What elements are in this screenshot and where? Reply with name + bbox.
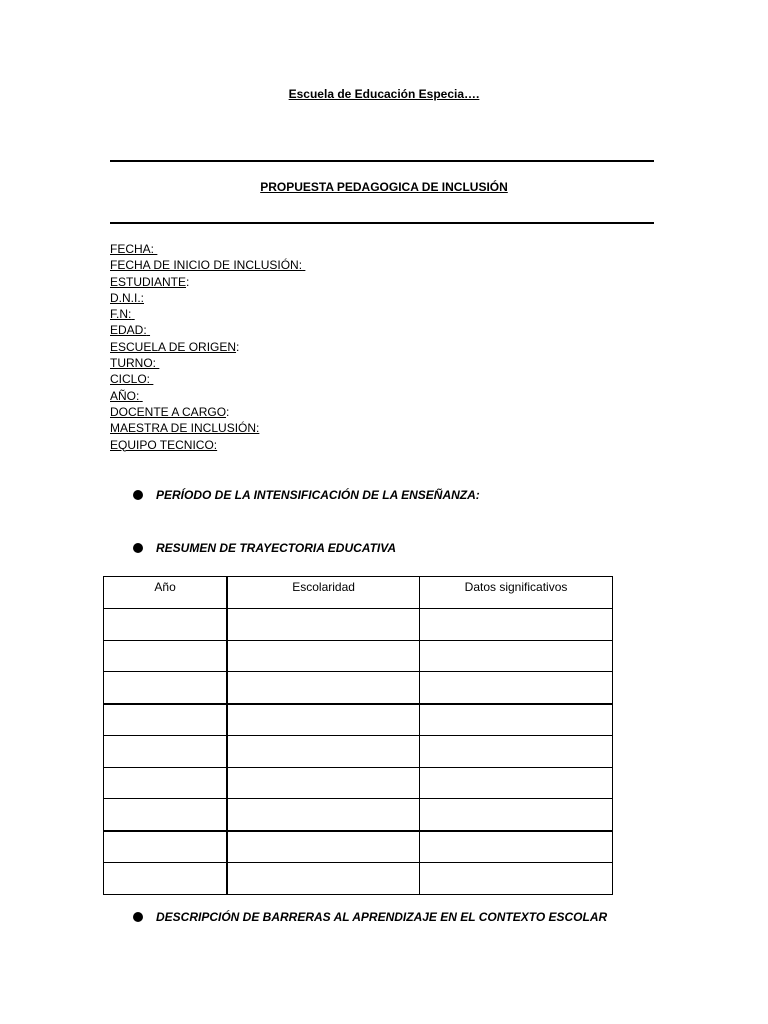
field-label: CICLO: bbox=[110, 372, 151, 387]
table-row bbox=[104, 831, 613, 863]
field-fecha bbox=[110, 241, 305, 257]
table-row bbox=[104, 767, 613, 799]
field-estudiante bbox=[110, 274, 305, 290]
field-fn bbox=[110, 306, 305, 322]
field-suffix bbox=[139, 389, 142, 403]
table-cell[interactable] bbox=[420, 640, 613, 672]
table-row bbox=[104, 736, 613, 768]
section-periodo-intensificacion bbox=[133, 488, 480, 502]
section-resumen-trayectoria bbox=[133, 541, 396, 555]
bullet-icon bbox=[133, 490, 143, 500]
table-cell[interactable] bbox=[227, 672, 419, 704]
table-cell[interactable] bbox=[104, 640, 228, 672]
table-cell[interactable] bbox=[420, 736, 613, 768]
table-row bbox=[104, 863, 613, 895]
table-row bbox=[104, 672, 613, 704]
field-suffix: : bbox=[236, 339, 240, 354]
table-cell[interactable] bbox=[420, 863, 613, 895]
table-cell[interactable] bbox=[420, 672, 613, 704]
table-cell[interactable] bbox=[420, 799, 613, 831]
section-heading: PERÍODO DE LA INTENSIFICACIÓN DE LA ENSEÑANZA: bbox=[156, 488, 480, 502]
field-label: EQUIPO TECNICO: bbox=[110, 437, 218, 452]
table-header-anio: Año bbox=[104, 577, 228, 609]
trajectory-table bbox=[103, 576, 613, 895]
table-row bbox=[104, 799, 613, 831]
section-heading: DESCRIPCIÓN DE BARRERAS AL APRENDIZAJE EN EL CONTEXTO ESCOLAR bbox=[156, 910, 608, 924]
table-cell[interactable] bbox=[227, 863, 419, 895]
table-cell[interactable] bbox=[104, 672, 228, 704]
field-label: DOCENTE A CARGO bbox=[110, 404, 227, 419]
table-cell[interactable] bbox=[104, 704, 228, 736]
student-fields-list bbox=[110, 241, 305, 453]
field-suffix bbox=[156, 356, 159, 370]
table-cell[interactable] bbox=[227, 609, 419, 641]
table-row bbox=[104, 640, 613, 672]
field-suffix bbox=[150, 372, 153, 386]
field-edad bbox=[110, 322, 305, 338]
table-cell[interactable] bbox=[227, 767, 419, 799]
table-cell[interactable] bbox=[227, 799, 419, 831]
table-cell[interactable] bbox=[227, 640, 419, 672]
section-descripcion-barreras bbox=[133, 910, 607, 924]
field-label: TURNO: bbox=[110, 356, 156, 371]
field-label: FECHA DE INICIO DE INCLUSIÓN: bbox=[110, 258, 303, 273]
field-label: MAESTRA DE INCLUSIÓN: bbox=[110, 421, 260, 436]
field-suffix: : bbox=[226, 404, 230, 419]
field-suffix bbox=[131, 307, 134, 321]
horizontal-rule-top bbox=[110, 160, 654, 162]
field-escuela-origen bbox=[110, 339, 305, 355]
table-cell[interactable] bbox=[227, 736, 419, 768]
table-header-datos: Datos significativos bbox=[420, 577, 613, 609]
section-heading: RESUMEN DE TRAYECTORIA EDUCATIVA bbox=[156, 541, 397, 555]
table-cell[interactable] bbox=[104, 831, 228, 863]
table-cell[interactable] bbox=[104, 736, 228, 768]
field-label: F.N: bbox=[110, 307, 132, 322]
field-suffix: : bbox=[186, 274, 190, 289]
table-cell[interactable] bbox=[420, 831, 613, 863]
table-cell[interactable] bbox=[420, 704, 613, 736]
table-cell[interactable] bbox=[104, 609, 228, 641]
field-dni bbox=[110, 290, 305, 306]
table-header-escolaridad: Escolaridad bbox=[227, 577, 419, 609]
bullet-icon bbox=[133, 912, 143, 922]
field-label: ESTUDIANTE bbox=[110, 274, 187, 289]
field-label: EDAD: bbox=[110, 323, 147, 338]
field-label: ESCUELA DE ORIGEN bbox=[110, 339, 237, 354]
horizontal-rule-bottom bbox=[110, 222, 654, 224]
school-title: Escuela de Educación Especia…. bbox=[288, 87, 480, 101]
field-turno bbox=[110, 355, 305, 371]
field-label: AÑO: bbox=[110, 388, 140, 403]
proposal-title: PROPUESTA PEDAGOGICA DE INCLUSIÓN bbox=[260, 180, 508, 194]
table-cell[interactable] bbox=[104, 767, 228, 799]
table-header-row bbox=[104, 577, 613, 609]
field-maestra-inclusion bbox=[110, 420, 305, 436]
bullet-icon bbox=[133, 543, 143, 553]
table-cell[interactable] bbox=[104, 799, 228, 831]
table-cell[interactable] bbox=[420, 767, 613, 799]
field-fecha-inicio bbox=[110, 257, 305, 273]
field-suffix bbox=[302, 258, 305, 272]
table-cell[interactable] bbox=[104, 863, 228, 895]
table-cell[interactable] bbox=[227, 831, 419, 863]
field-suffix bbox=[147, 323, 150, 337]
field-ciclo bbox=[110, 371, 305, 387]
field-label: FECHA: bbox=[110, 242, 155, 256]
table-row bbox=[104, 609, 613, 641]
table-row bbox=[104, 704, 613, 736]
table-cell[interactable] bbox=[227, 704, 419, 736]
field-anio bbox=[110, 388, 305, 404]
field-suffix bbox=[154, 242, 157, 256]
field-label: D.N.I.: bbox=[110, 290, 145, 305]
table-cell[interactable] bbox=[420, 609, 613, 641]
field-equipo-tecnico bbox=[110, 437, 305, 453]
field-docente bbox=[110, 404, 305, 420]
